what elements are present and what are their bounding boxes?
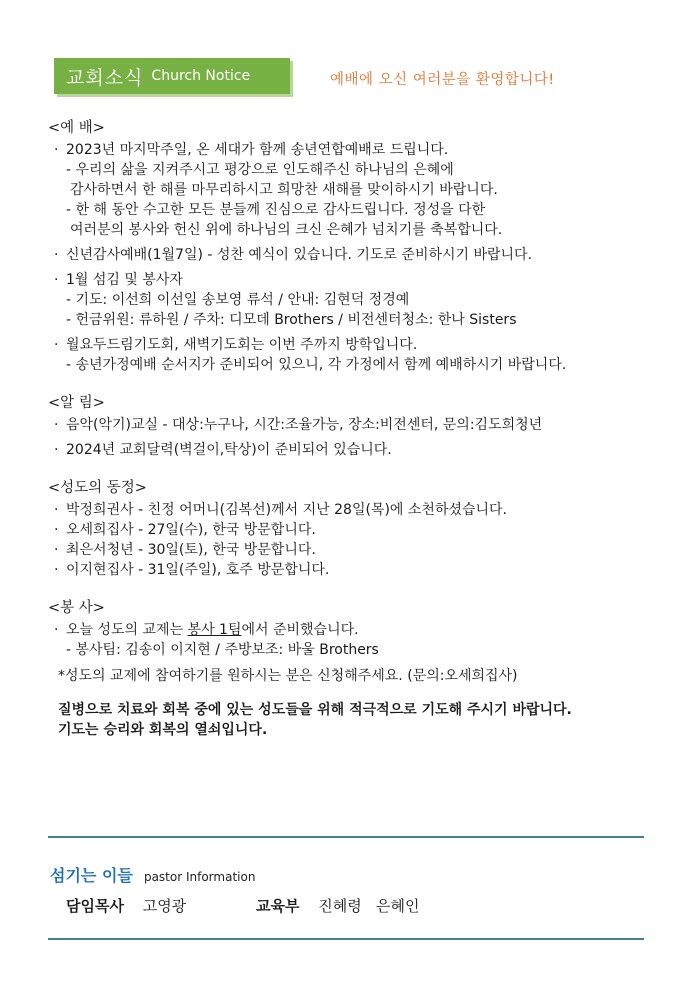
service-section [48,598,658,740]
divider-bottom [48,938,644,940]
service-team-underlined: 봉사 1팀 [187,622,242,638]
pastor-info-heading [50,863,255,886]
welcome-message: 예배에 오신 여러분을 환영합니다! [330,72,555,88]
pastor-heading-english: pastor Information [143,870,256,884]
list-item: · 2023년 마지막주일, 온 세대가 함께 송년연합예배로 드립니다. [54,142,449,158]
pastor-heading-korean: 섬기는 이들 [50,866,133,885]
list-item: · 음악(악기)교실 - 대상:누구나, 시간:조율가능, 장소:비전센터, 문의:김도희청년 [54,417,543,433]
list-subitem: - 한 해 동안 수고한 모든 분들께 진심으로 감사드립니다. 정성을 다한 [66,202,486,218]
list-item: · 신년감사예배(1월7일) - 성찬 예식이 있습니다. 기도로 준비하시기 바랍니다. [54,247,533,263]
list-subitem: - 우리의 삶을 지켜주시고 평강으로 인도해주신 하나님의 은혜에 [66,162,454,178]
list-item: · 오늘 성도의 교제는 봉사 1팀에서 준비했습니다. [54,622,359,638]
list-item: · 박정희권사 - 친정 어머니(김복선)께서 지난 28일(목)에 소천하셨습니다. [54,502,508,518]
senior-pastor [66,895,186,916]
list-item: · 2024년 교회달력(벽걸이,탁상)이 준비되어 있습니다. [54,442,392,458]
members-section [48,478,658,580]
notice-heading: <알 림> [48,395,105,411]
list-subitem: - 봉사팀: 김송이 이지현 / 주방보조: 바울 Brothers [66,642,379,658]
divider-top [48,836,644,838]
list-subitem: - 기도: 이선희 이선일 송보영 류석 / 안내: 김현덕 정경예 [66,292,410,308]
members-heading: <성도의 동정> [48,480,147,496]
list-item: · 오세희집사 - 27일(수), 한국 방문합니다. [54,522,316,538]
list-subitem: 여러분의 봉사와 헌신 위에 하나님의 크신 은혜가 넘치기를 축복합니다. [70,222,503,238]
service-heading: <봉 사> [48,600,105,616]
education-staff [256,895,420,916]
list-subitem: 감사하면서 한 해를 마무리하시고 희망찬 새해를 맞이하시기 바랍니다. [70,182,498,198]
worship-heading: <예 배> [48,120,105,136]
service-note: *성도의 교제에 참여하기를 원하시는 분은 신청해주세요. (문의:오세희집사) [58,668,518,684]
list-item: · 1월 섬김 및 봉사자 [54,272,183,288]
list-subitem: - 헌금위원: 류하원 / 주차: 디모데 Brothers / 비전센터청소: 한나 Sisters [66,312,517,328]
education-label: 교육부 [256,897,300,915]
senior-pastor-name: 고영광 [142,897,187,915]
list-subitem: - 송년가정예배 순서지가 준비되어 있으니, 각 가정에서 함께 예배하시기 바랍니다. [66,357,567,373]
title-korean: 교회소식 [66,66,144,89]
church-notice-title-box [54,58,290,94]
list-item: · 이지현집사 - 31일(주일), 호주 방문합니다. [54,562,330,578]
education-names: 진혜령 은혜인 [318,897,420,915]
prayer-request: 질병으로 치료와 회복 중에 있는 성도들을 위해 적극적으로 기도해 주시기 바랍니다. 기도는 승리와 회복의 열쇠입니다. [58,702,572,738]
list-item: · 월요두드림기도회, 새벽기도회는 이번 주까지 방학입니다. [54,337,418,353]
notice-section [48,393,658,460]
title-english: Church Notice [151,68,251,84]
notice-content [48,118,658,758]
senior-pastor-label: 담임목사 [66,897,124,915]
worship-section [48,118,658,375]
list-item: · 최은서청년 - 30일(토), 한국 방문합니다. [54,542,316,558]
